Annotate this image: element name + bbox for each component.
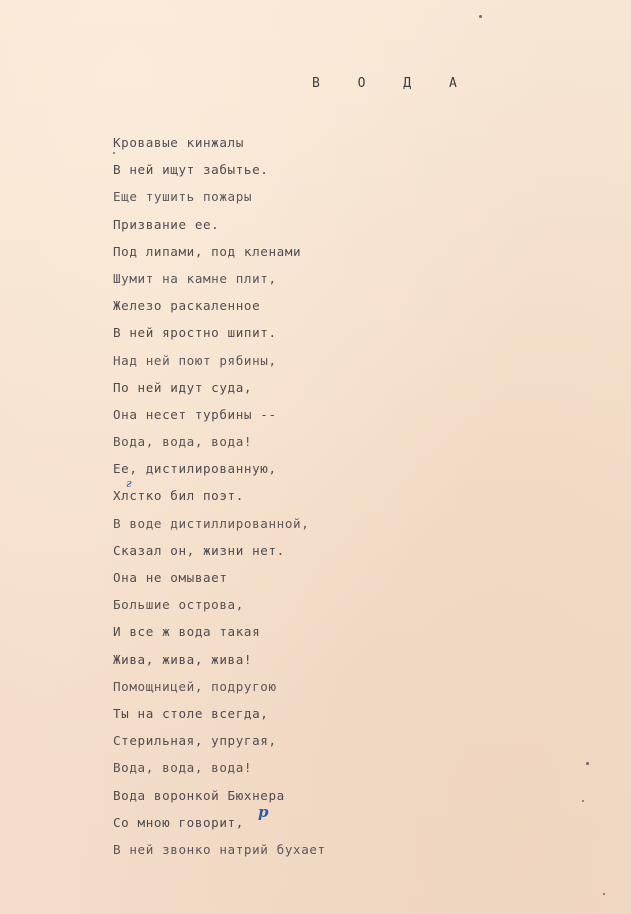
poem-line: В ней яростно шипит. [113,325,277,341]
poem-line: Со мною говорит, [113,814,244,830]
poem-line: Ее, дистилированную, [113,461,277,477]
poem-line: Вода, вода, вода! [113,434,253,450]
paper-speck [113,152,115,154]
poem-line: Еще тушить пожары [113,189,253,205]
paper-speck [603,893,605,895]
poem-line: По ней идут суда, [113,379,253,395]
poem-line: Вода воронкой Бюхнера [113,787,285,803]
poem-line: Призвание ее. [113,216,220,232]
paper-speck [586,762,589,765]
poem-line: Помощницей, подругою [113,678,277,694]
poem-title: В О Д А [312,76,472,91]
poem-body [113,129,326,863]
poem-line: Над ней поют рябины, [113,352,277,368]
poem-line: В ней ищут забытье. [113,162,269,178]
poem-line: Под липами, под кленами [113,243,302,259]
poem-line: Шумит на камне плит, [113,270,277,286]
handwritten-insertion: г [126,477,132,490]
poem-line: И все ж вода такая [113,624,261,640]
poem-line: Вода, вода, вода! [113,760,253,776]
paper-speck [582,800,584,802]
poem-line: Сказал он, жизни нет. [113,542,285,558]
handwritten-correction: р [258,803,269,821]
poem-line: Ты на столе всегда, [113,705,269,721]
poem-line: Большие острова, [113,597,244,613]
poem-line: Хлстко бил поэт. [113,488,244,504]
poem-line: Стерильная, упругая, [113,733,277,749]
poem-line: Она не омывает [113,570,228,585]
paper-speck [479,15,482,18]
poem-line: Жива, жива, жива! [113,651,253,667]
poem-line: Железо раскаленное [113,298,261,314]
poem-line: Она несет турбины -- [113,406,277,422]
poem-line: Кровавые кинжалы [113,135,244,150]
poem-line: В ней звонко натрий бухает [113,841,326,857]
poem-line: В воде дистиллированной, [113,515,310,531]
